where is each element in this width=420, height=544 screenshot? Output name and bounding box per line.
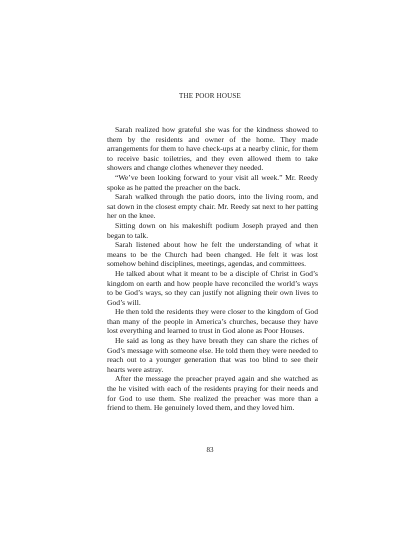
running-head-title: THE POOR HOUSE <box>179 92 241 100</box>
paragraph: He said as long as they have breath they can share the riches of God’s message with someone else. He told them they were needed to reach out to a younger generation that was too blind to see their hearts were astray. <box>107 336 318 374</box>
paragraph: “We’ve been looking forward to your visit all week.” Mr. Reedy spoke as he patted the preacher on the back. <box>107 172 318 192</box>
paragraph: Sarah listened about how he felt the understanding of what it means to be the Church had been changed. He felt it was lost somehow behind disciplines, meetings, agendas, and committees. <box>107 240 318 269</box>
page-number: 83 <box>206 446 214 454</box>
paragraph: He talked about what it meant to be a disciple of Christ in God’s kingdom on earth and how people have reconciled the world’s ways to be God’s ways, so they can justify not aligning their own lives to God’s will. <box>107 268 318 307</box>
body-text <box>107 125 318 413</box>
paragraph: He then told the residents they were closer to the kingdom of God than many of the people in America’s churches, because they have lost everything and learned to trust in God alone as Poor Houses. <box>107 307 318 336</box>
paragraph: Sarah realized how grateful she was for the kindness showed to them by the residents and owner of the home. They made arrangements for them to have check-ups at a nearby clinic, for them to receive basic toiletries, and they even allowed them to take showers and change clothes whenever they needed. <box>107 125 318 173</box>
paragraph: Sitting down on his makeshift podium Joseph prayed and then began to talk. <box>107 220 318 240</box>
paragraph: After the message the preacher prayed again and she watched as the he visited with each of the residents praying for their needs and for God to use them. She realized the preacher was more than a friend to them. He genuinely loved them, and they loved him. <box>107 374 318 413</box>
paragraph: Sarah walked through the patio doors, into the living room, and sat down in the closest empty chair. Mr. Reedy sat next to her patting her on the knee. <box>107 192 318 221</box>
